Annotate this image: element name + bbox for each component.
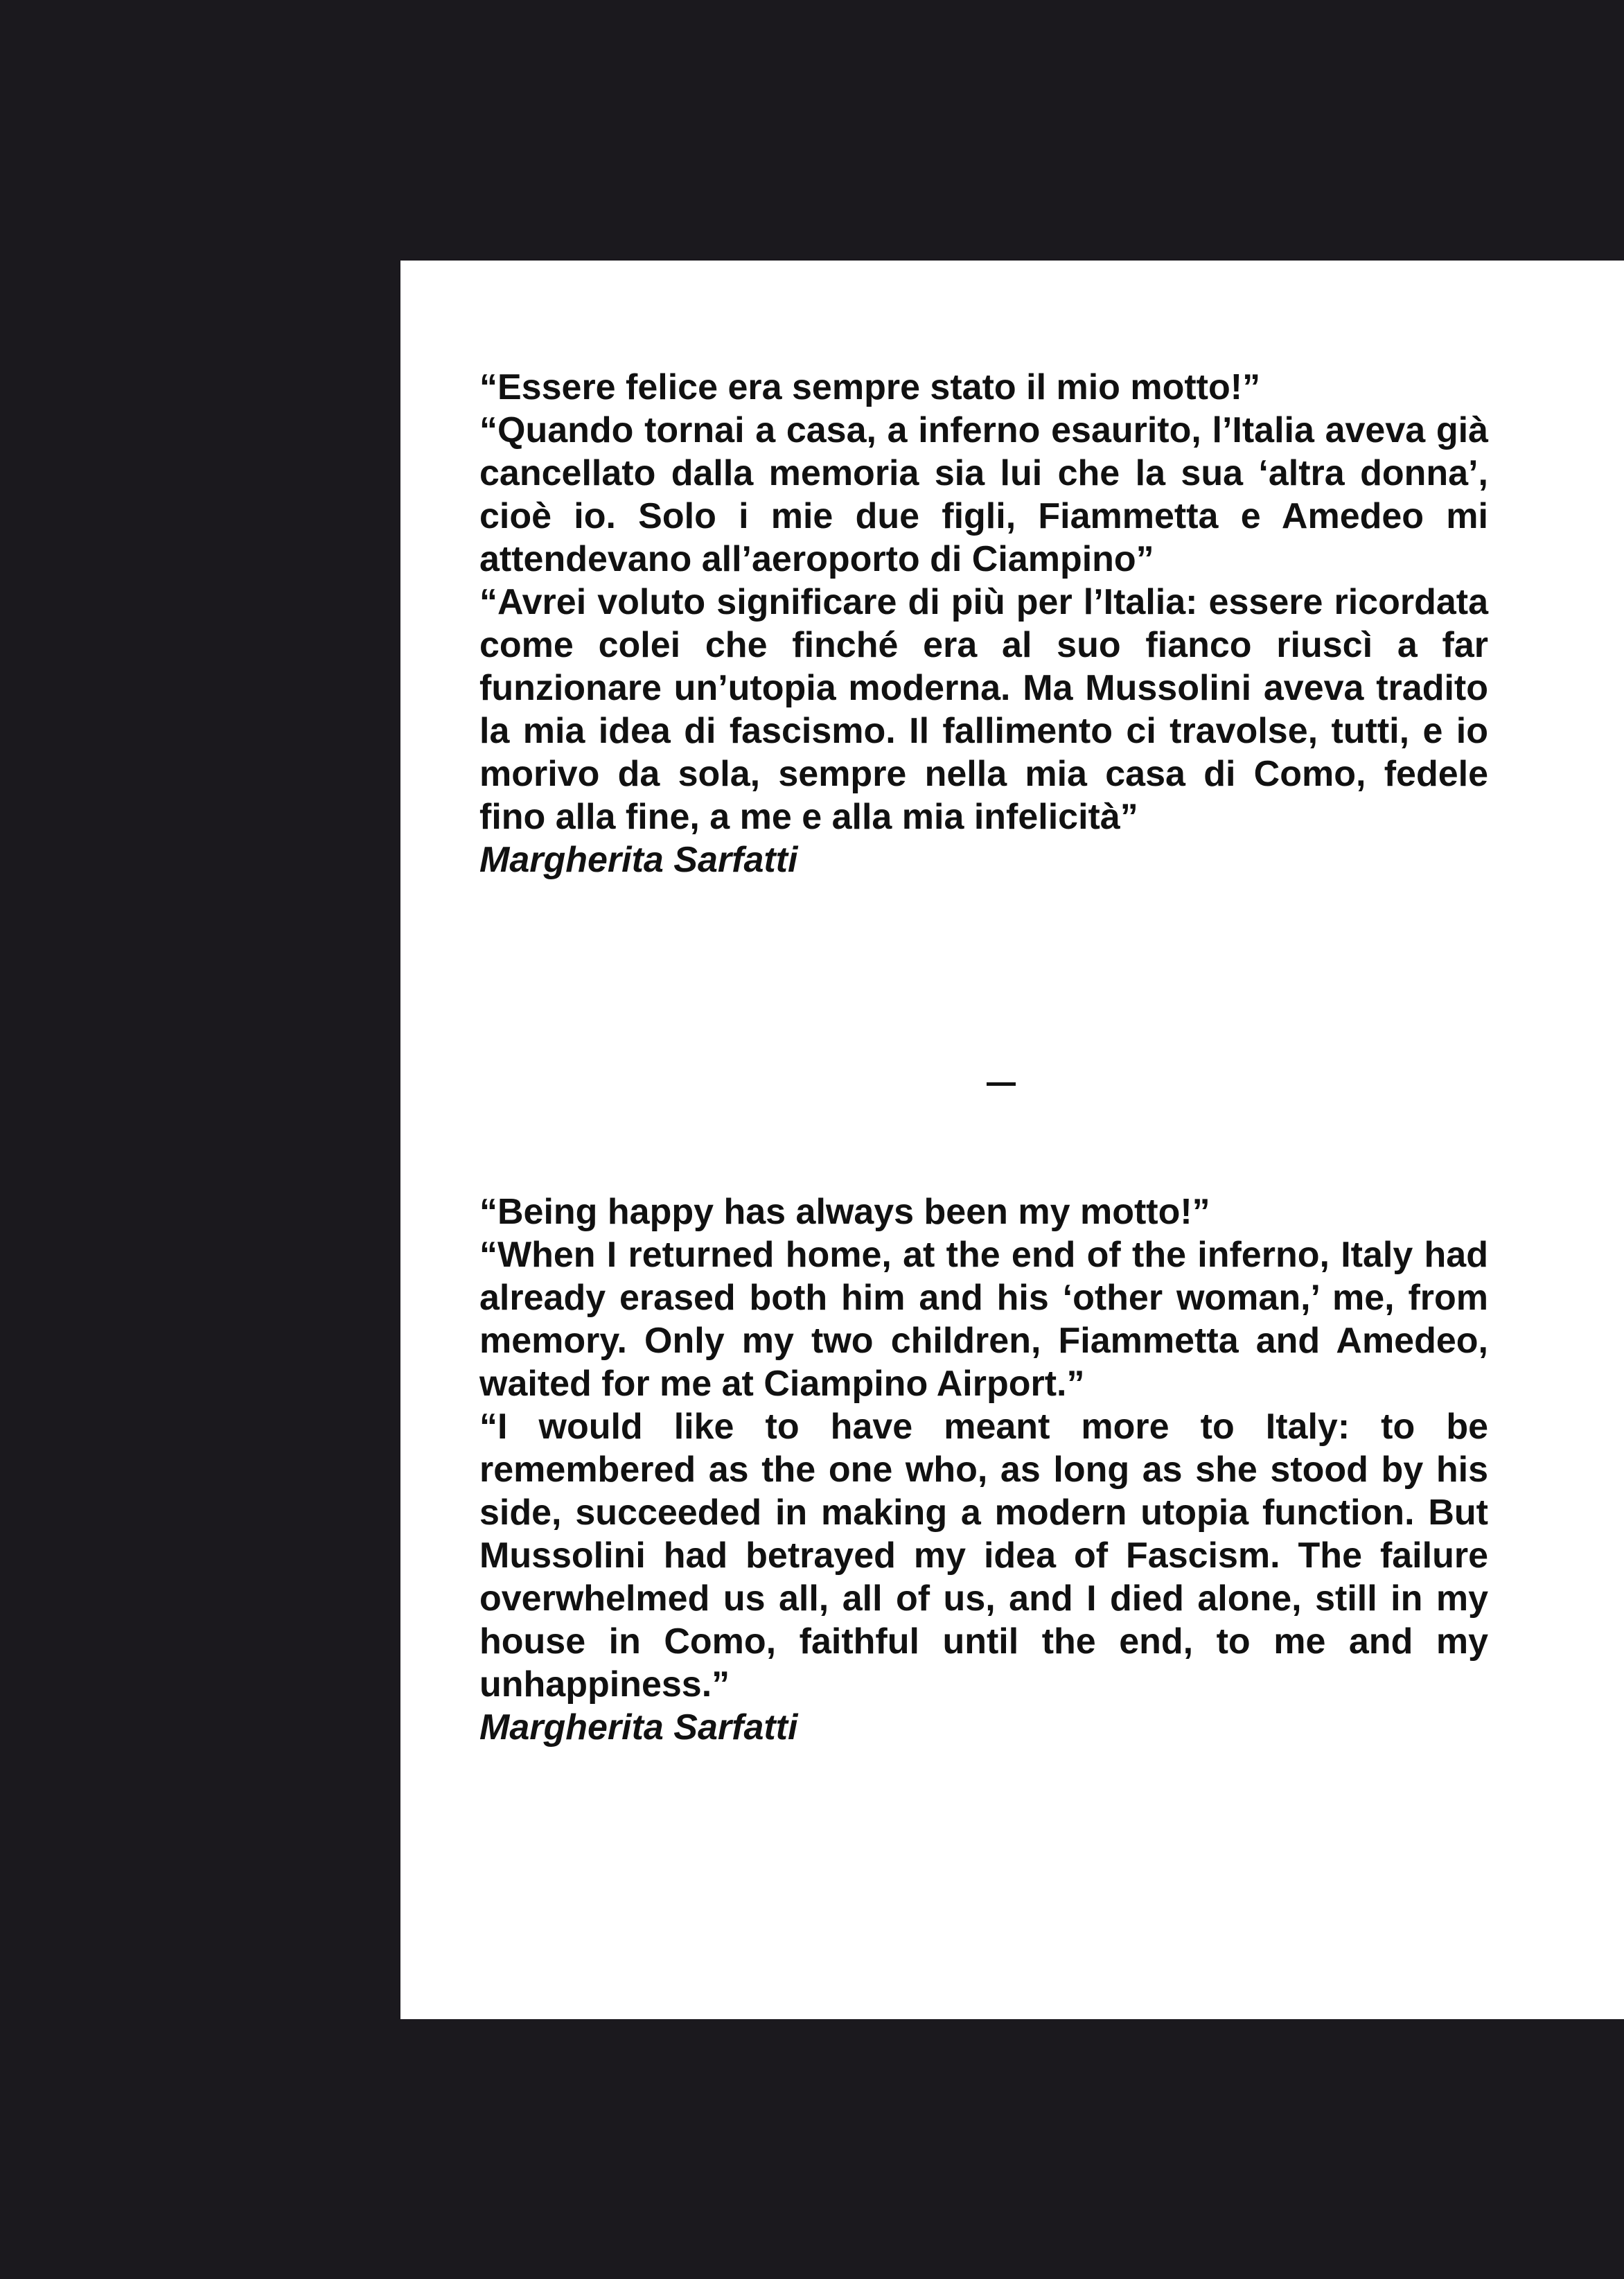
section-separator-dash (987, 1082, 1016, 1086)
italian-quote-motto: “Essere felice era sempre stato il mio motto!” (479, 367, 1261, 407)
english-quote-block (479, 1190, 1488, 1749)
english-author-signature: Margherita Sarfatti (479, 1707, 798, 1748)
italian-author-signature: Margherita Sarfatti (479, 840, 798, 880)
document-page (400, 261, 1624, 2019)
italian-quote-legacy: “Avrei voluto significare di più per l’Italia: essere ricordata come colei che finché era al suo fianco riuscì a far funzionare un’utopia moderna. Ma Mussolini aveva tradito la mia idea di fascismo. Il fallimento ci travolse, tutti, e io morivo da sola, sempre nella mia casa di Como, fedele fino alla fine, a me e alla mia infelicità” (479, 582, 1488, 837)
english-quote-legacy: “I would like to have meant more to Italy: to be remembered as the one who, as long as she stood by his side, succeeded in making a modern utopia function. But Mussolini had betrayed my idea of Fascism. The failure overwhelmed us all, all of us, and I died alone, still in my house in Como, faithful until the end, to me and my unhappiness.” (479, 1407, 1488, 1705)
italian-quote-return-home: “Quando tornai a casa, a inferno esaurito, l’Italia aveva già cancellato dalla memoria sia lui che la sua ‘altra donna’, cioè io. Solo i mie due figli, Fiammetta e Amedeo mi attendevano all’aeroporto di Ciampino” (479, 410, 1488, 579)
english-quote-return-home: “When I returned home, at the end of the inferno, Italy had already erased both him and his ‘other woman,’ me, from memory. Only my two children, Fiammetta and Amedeo, waited for me at Ciampino Airport.” (479, 1235, 1488, 1404)
italian-quote-block (479, 366, 1488, 881)
english-quote-motto: “Being happy has always been my motto!” (479, 1192, 1210, 1232)
